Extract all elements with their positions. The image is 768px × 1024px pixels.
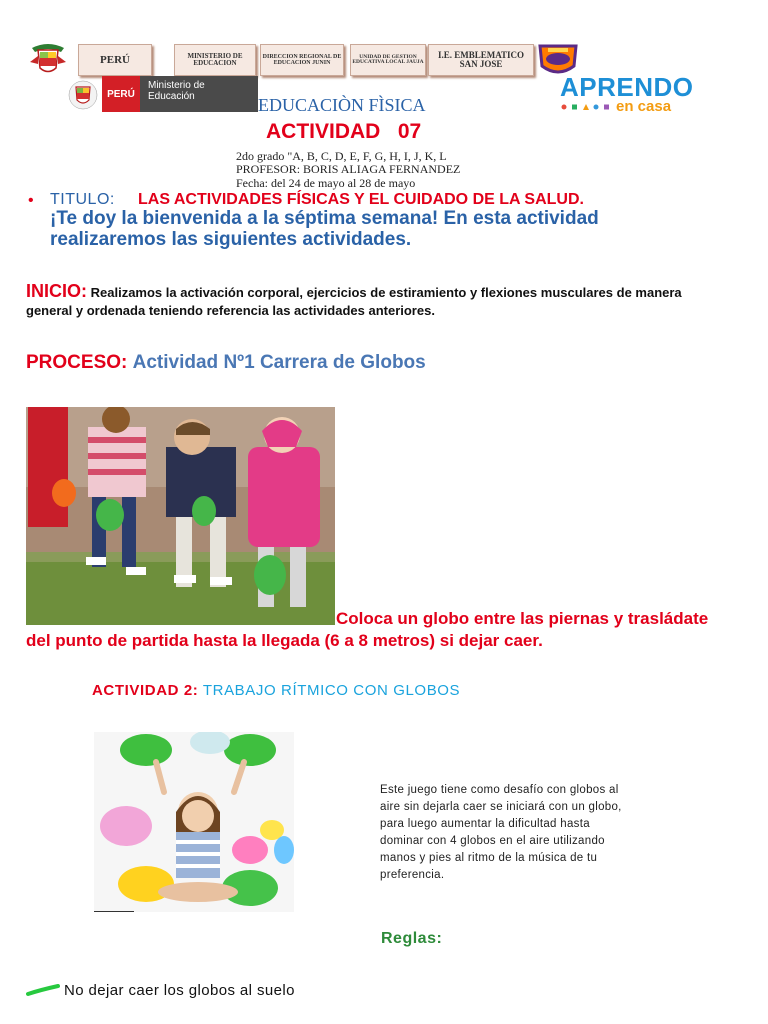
proceso-section (26, 352, 426, 374)
aprendo-subtitle: en casa (616, 98, 672, 115)
balloon-race-photo (26, 407, 335, 625)
welcome-text (50, 208, 700, 250)
regional-direction-box: DIRECCION REGIONAL DE EDUCACION JUNIN (260, 44, 344, 76)
titulo-label: TITULO: (50, 191, 115, 208)
bullet-icon: • (28, 192, 34, 209)
ugel-header-box: UNIDAD DE GESTION EDUCATIVA LOCAL JAUJA (350, 44, 426, 76)
rules-heading: Reglas: (381, 930, 443, 947)
peru-coat-of-arms-small (68, 80, 98, 110)
welcome-dot: . (405, 229, 412, 250)
welcome-main: ¡Te doy la bienvenida a la séptima semana! En esta actividad realizaremos las siguientes actividades (50, 208, 599, 250)
inicio-label: INICIO: (26, 281, 87, 301)
green-check-icon (26, 984, 60, 998)
peru-header-box: PERÚ (78, 44, 152, 76)
minedu-logo-peru: PERÚ (102, 76, 140, 112)
girl-balloons-photo (94, 732, 294, 912)
subject-title: EDUCACIÒN FÌSICA (258, 95, 426, 115)
photo-divider (94, 911, 134, 912)
teacher-info: PROFESOR: BORIS ALIAGA FERNANDEZ (236, 162, 461, 176)
activity-number: ACTIVIDAD 07 (266, 120, 422, 143)
proceso-label: PROCESO: (26, 352, 128, 373)
activity1-instruction: Coloca un globo entre las piernas y trasládate del punto de partida hasta la llegada (6 a 8 metros) si dejar caer. (26, 609, 709, 650)
titulo-text: LAS ACTIVIDADES FÍSICAS Y EL CUIDADO DE LA SALUD. (138, 191, 584, 208)
inicio-text: Realizamos la activación corporal, ejercicios de estiramiento y flexiones musculares de manera general y ordenada teniendo referencia las actividades anteriores. (26, 285, 682, 318)
ministry-header-box: MINISTERIO DE EDUCACION (174, 44, 256, 76)
colored-dots-icon (560, 102, 616, 112)
date-info: Fecha: del 24 de mayo al 28 de mayo (236, 176, 416, 190)
minedu-logo-text: Ministerio de Educación (148, 80, 205, 102)
proceso-text: Actividad Nº1 Carrera de Globos (132, 352, 426, 373)
activity2-label: ACTIVIDAD 2: (92, 682, 199, 699)
minedu-logo (102, 76, 258, 112)
activity2-description: Este juego tiene como desafío con globos al aire sin dejarla caer se iniciará con un globo, para luego aumentar la dificultad hasta dominar con 4 globos en el aire utilizando manos y pies al ritmo de la música de tu preferencia. (380, 784, 622, 881)
peru-coat-of-arms (28, 42, 68, 76)
activity2-title: TRABAJO RÍTMICO CON GLOBOS (202, 682, 461, 699)
grade-info: 2do grado "A, B, C, D, E, F, G, H, I, J, K, L (236, 149, 447, 163)
rule-item-1: No dejar caer los globos al suelo (64, 982, 295, 999)
aprendo-title: APRENDO (560, 72, 694, 102)
aprendo-en-casa-logo (556, 72, 706, 118)
activity2-heading (92, 682, 460, 699)
inicio-section (26, 282, 716, 320)
school-header-box: I.E. EMBLEMATICO SAN JOSE (428, 44, 534, 76)
